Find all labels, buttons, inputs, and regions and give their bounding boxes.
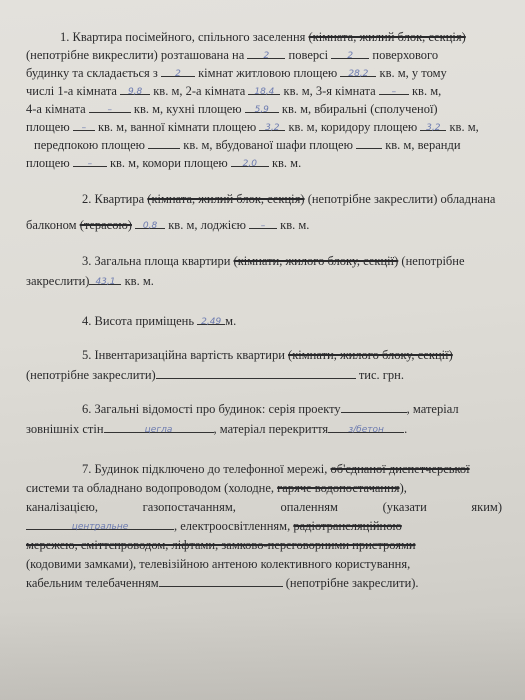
veranda-area-field[interactable]: – — [73, 154, 107, 167]
s3-line-2: закреслити) 43,1 кв. м. — [26, 274, 154, 288]
s7-strike-4: мережею, сміттєпроводом, ліфтами, замково-переговорними пристроями — [26, 538, 416, 552]
s2-line-2: балконом (терасою) 0,8 кв. м, лоджією – кв. м. — [26, 218, 310, 232]
page-shadow — [0, 610, 525, 700]
s1-line-3: будинку та складається з 2 кімнат житловою площею 28,2 кв. м, у тому — [26, 66, 447, 80]
room-4-field[interactable]: – — [89, 100, 131, 113]
s7-strike-2: гаряче водопостачання — [277, 481, 400, 495]
s6-line-1: 6. Загальні відомості про будинок: серія проекту , матеріал — [82, 402, 459, 416]
s7-line-6: (кодовими замками), телевізійною антеною колективного користування, — [26, 557, 411, 571]
s7-line-5 — [26, 536, 502, 554]
wall-material-field[interactable]: цегла — [104, 420, 214, 433]
s2-line-1: 2. Квартира (кімната, жилий блок, секція) (непотрібне закреслити) обладнана — [82, 192, 496, 206]
s7-strike-3: радіотрансляційною — [293, 519, 402, 533]
s3-strike-1: (кімнати, жилого блоку, секції) — [233, 254, 399, 268]
s5-line-1: 5. Інвентаризаційна вартість квартири (кімнати, жилого блоку, секції) — [82, 348, 453, 362]
s5-line-2: (непотрібне закреслити) тис. грн. — [26, 368, 404, 382]
s1-line-5: 4-а кімната – кв. м, кухні площею 5,9 кв. м, вбиральні (сполученої) — [26, 102, 438, 116]
heating-type-field[interactable]: центральне — [26, 517, 174, 530]
s7-line-4: центральне , електроосвітленням, радіотрансляційною — [26, 517, 502, 535]
s1-line-6: площею – кв. м, ванної кімнати площею 3,2 кв. м, коридору площею 3,2 кв. м, — [26, 120, 479, 134]
s1-line-7: передпокою площею кв. м, вбудованої шафи площею кв. м, веранди — [34, 138, 461, 152]
s6-line-2: зовнішніх стін цегла , матеріал перекриття з/бетон . — [26, 422, 408, 436]
floors-total-field[interactable]: 2 — [331, 46, 369, 59]
floor-field[interactable]: 2 — [247, 46, 285, 59]
ceiling-height-field[interactable]: 2,49 — [197, 312, 225, 325]
s7-line-1: 7. Будинок підключено до телефонної мережі, об'єднаної диспетчерської — [82, 462, 470, 476]
project-series-field[interactable] — [341, 400, 407, 413]
bathroom-area-field[interactable]: 3,2 — [259, 118, 285, 131]
living-area-field[interactable]: 28,2 — [340, 64, 376, 77]
s4-line-1: 4. Висота приміщень 2,49 м. — [82, 314, 237, 328]
hallway-area-field[interactable] — [148, 136, 180, 149]
floor-material-field[interactable]: з/бетон — [328, 420, 404, 433]
s2-strike-1: (кімната, жилий блок, секція) — [147, 192, 305, 206]
s5-strike-1: (кімнати, жилого блоку, секції) — [288, 348, 453, 362]
s1-line-1: 1. Квартира посімейного, спільного заселення (кімната, жилий блок, секція) — [60, 30, 466, 44]
s7-line-2: системи та обладнано водопроводом (холодне, гаряче водопостачання), — [26, 481, 407, 495]
s3-line-1: 3. Загальна площа квартири (кімнати, жилого блоку, секції) (непотрібне — [82, 254, 465, 268]
room-3-field[interactable]: – — [379, 82, 409, 95]
corridor-area-field[interactable]: 3,2 — [420, 118, 446, 131]
wardrobe-area-field[interactable] — [356, 136, 382, 149]
room-1-field[interactable]: 9,8 — [120, 82, 150, 95]
total-area-field[interactable]: 43,1 — [89, 272, 121, 285]
s7-line-3: каналізацією, газопостачанням, опаленням (указати яким) — [26, 500, 502, 514]
cable-tv-field[interactable] — [159, 574, 283, 587]
s7-strike-1: об'єднаної диспетчерської — [330, 462, 470, 476]
s1-line-8: площею – кв. м, комори площею 2,0 кв. м. — [26, 156, 302, 170]
s1-strike-1: (кімната, жилий блок, секція) — [308, 30, 466, 44]
inventory-value-field[interactable] — [156, 366, 356, 379]
s7-line-7: кабельним телебаченням (непотрібне закреслити). — [26, 576, 419, 590]
room-2-field[interactable]: 18,4 — [248, 82, 280, 95]
rooms-count-field[interactable]: 2 — [161, 64, 195, 77]
kitchen-area-field[interactable]: 5,9 — [245, 100, 279, 113]
loggia-area-field[interactable]: – — [249, 216, 277, 229]
wc-area-field[interactable]: – — [73, 118, 95, 131]
pantry-area-field[interactable]: 2,0 — [231, 154, 269, 167]
balcony-area-field[interactable]: 0,8 — [135, 216, 165, 229]
s2-strike-2: (терасою) — [79, 218, 132, 232]
s1-line-4: числі 1-а кімната 9,8 кв. м, 2-а кімната 18,4 кв. м, 3-я кімната – кв. м, — [26, 84, 442, 98]
s1-line-2: (непотрібне викреслити) розташована на 2 поверсі 2 поверхового — [26, 48, 439, 62]
